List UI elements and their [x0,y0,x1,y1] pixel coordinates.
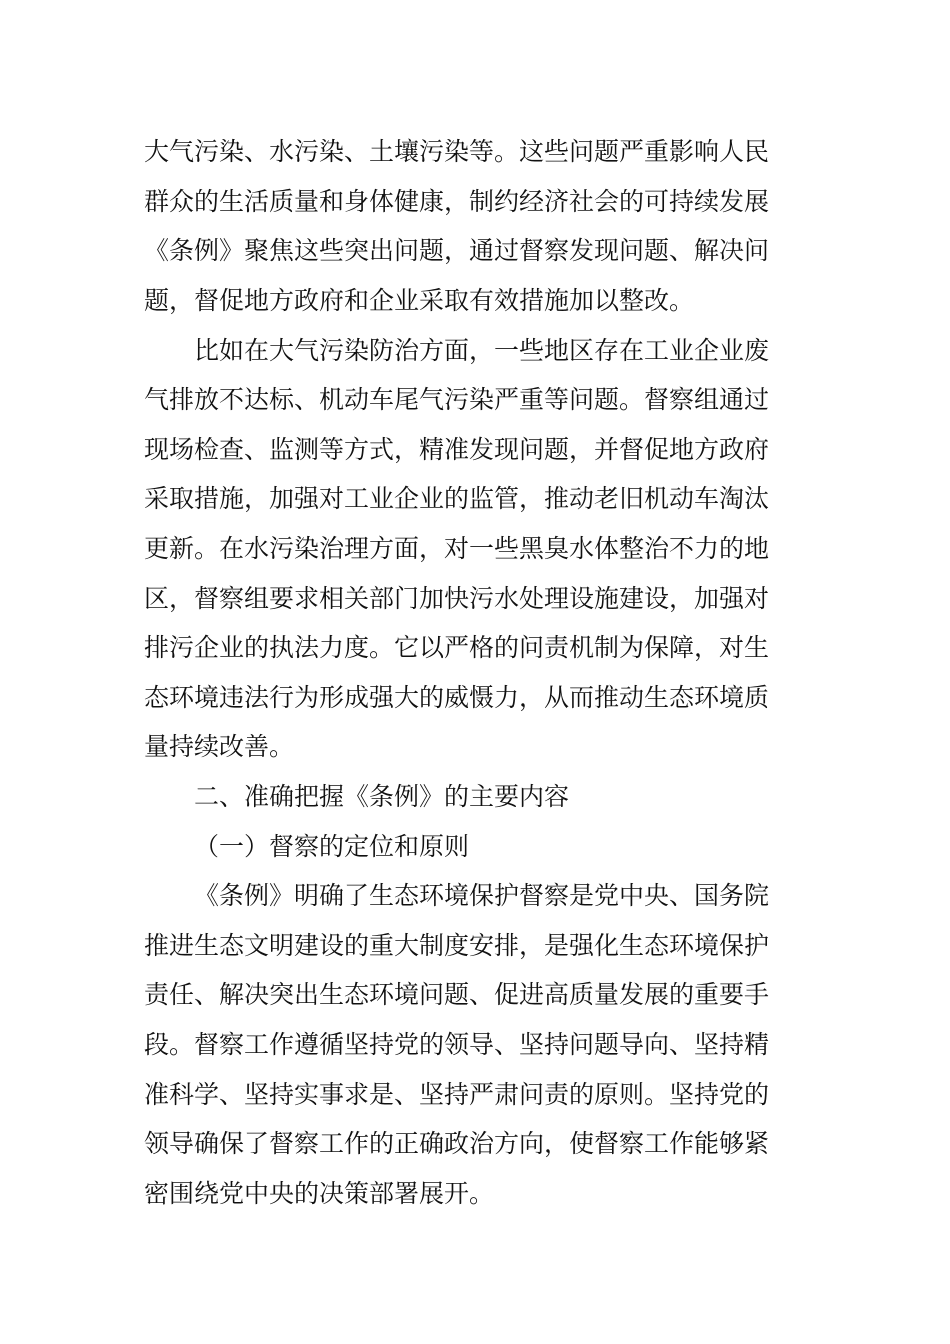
body-text-line: 段。督察工作遵循坚持党的领导、坚持问题导向、坚持精 [144,1030,770,1059]
body-text-line: 推进生态文明建设的重大制度安排，是强化生态环境保护 [144,931,770,960]
paragraph-first-line: 《条例》明确了生态环境保护督察是党中央、国务院 [194,881,770,910]
paragraph-first-line: 比如在大气污染防治方面，一些地区存在工业企业废 [194,336,770,365]
subsection-heading: （一）督察的定位和原则 [194,832,470,861]
body-text-line: 密围绕党中央的决策部署展开。 [144,1179,495,1208]
body-text-line: 更新。在水污染治理方面，对一些黑臭水体整治不力的地 [144,534,770,563]
body-text-line: 群众的生活质量和身体健康，制约经济社会的可持续发展 [144,187,770,216]
body-text-line: 准科学、坚持实事求是、坚持严肃问责的原则。坚持党的 [144,1080,770,1109]
body-text-line: 领导确保了督察工作的正确政治方向，使督察工作能够紧 [144,1129,770,1158]
body-text-line: 采取措施，加强对工业企业的监管，推动老旧机动车淘汰 [144,484,770,513]
body-text-line: 区，督察组要求相关部门加快污水处理设施建设，加强对 [144,584,770,613]
body-text-line: 大气污染、水污染、土壤污染等。这些问题严重影响人民 [144,137,770,166]
body-text-line: 《条例》聚焦这些突出问题，通过督察发现问题、解决问 [144,236,770,265]
body-text-line: 排污企业的执法力度。它以严格的问责机制为保障，对生 [144,633,770,662]
section-heading: 二、准确把握《条例》的主要内容 [194,782,570,811]
body-text-line: 气排放不达标、机动车尾气污染严重等问题。督察组通过 [144,385,770,414]
body-text-line: 现场检查、监测等方式，精准发现问题，并督促地方政府 [144,435,770,464]
body-text-line: 态环境违法行为形成强大的威慑力，从而推动生态环境质 [144,683,770,712]
body-text-line: 量持续改善。 [144,732,295,761]
body-text-line: 责任、解决突出生态环境问题、促进高质量发展的重要手 [144,980,770,1009]
body-text-line: 题，督促地方政府和企业采取有效措施加以整改。 [144,286,695,315]
